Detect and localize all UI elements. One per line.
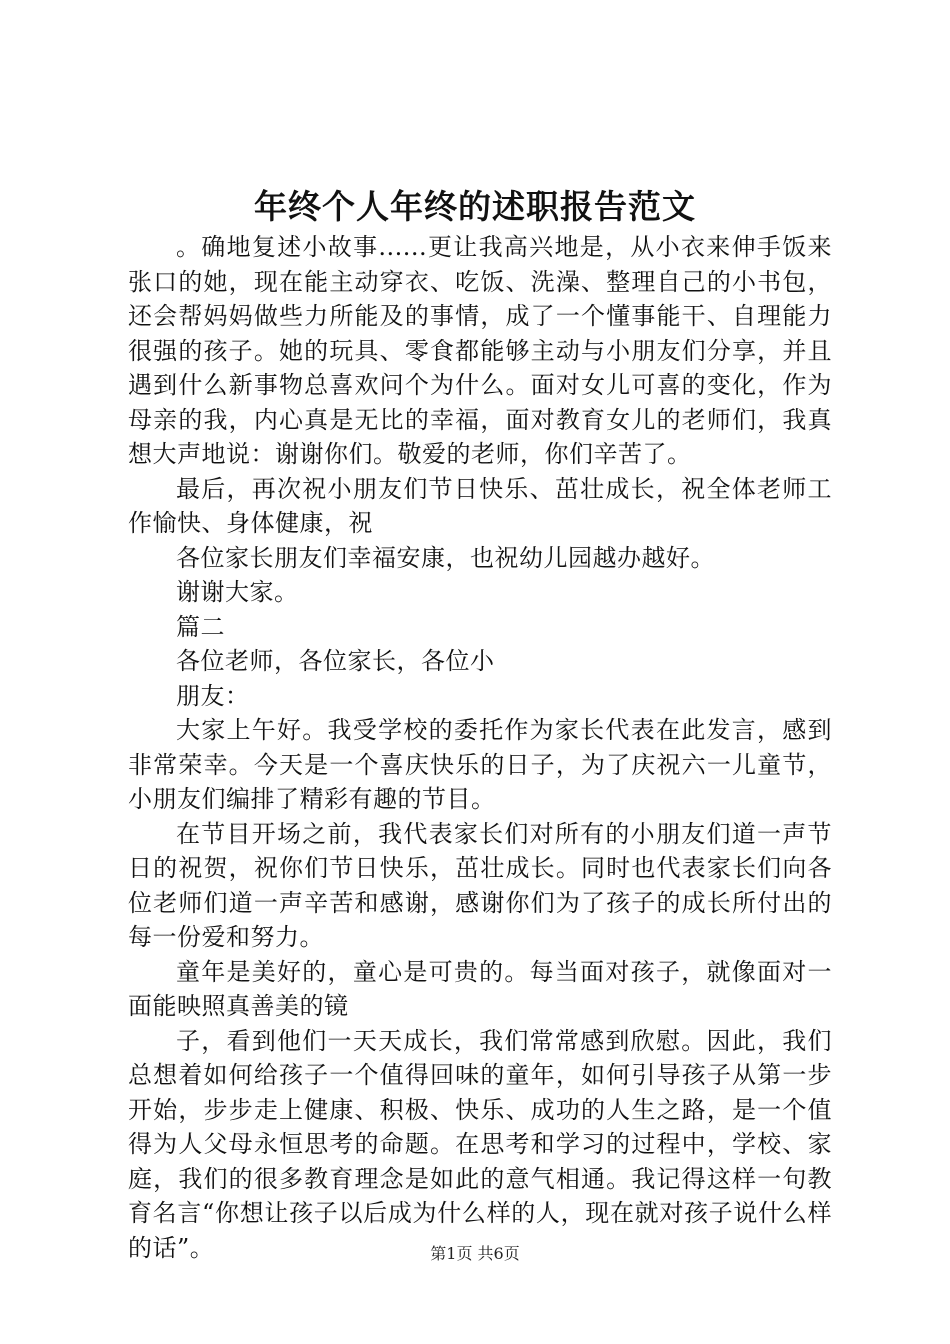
page-number-footer: 第1页 共6页 <box>430 1244 520 1263</box>
paragraph: 子，看到他们一天天成长，我们常常感到欣慰。因此，我们总想着如何给孩子一个值得回味的童年，如何引导孩子从第一步开始，步步走上健康、积极、快乐、成功的人生之路，是一个值得为人父母永恒思考的命题。在思考和学习的过程中，学校、家庭，我们的很多教育理念是如此的意气相通。我记得这样一句教育名言“你想让孩子以后成为什么样的人，现在就对孩子说什么样的话”。 <box>128 1026 832 1262</box>
paragraph: 各位家长朋友们幸福安康，也祝幼儿园越办越好。 <box>176 543 715 572</box>
paragraph: 朋友： <box>176 681 250 710</box>
paragraph: 。确地复述小故事......更让我高兴地是，从小衣来伸手饭来张口的她，现在能主动穿衣、吃饭、洗澡、整理自己的小书包，还会帮妈妈做些力所能及的事情，成了一个懂事能干、自理能力很强的孩子。她的玩具、零食都能够主动与小朋友们分享，并且遇到什么新事物总喜欢问个为什么。面对女儿可喜的变化，作为母亲的我，内心真是无比的幸福，面对教育女儿的老师们，我真想大声地说：谢谢你们。敬爱的老师，你们辛苦了。 <box>128 233 832 468</box>
paragraph: 在节目开场之前，我代表家长们对所有的小朋友们道一声节日的祝贺，祝你们节日快乐，茁壮成长。同时也代表家长们向各位老师们道一声辛苦和感谢，感谢你们为了孩子的成长所付出的每一份爱和努力。 <box>128 819 832 951</box>
section-heading: 篇二 <box>176 612 225 641</box>
document-body <box>128 230 832 1265</box>
document-title: 年终个人年终的述职报告范文 <box>254 187 696 226</box>
paragraph: 谢谢大家。 <box>176 578 299 606</box>
paragraph: 最后，再次祝小朋友们节日快乐、茁壮成长，祝全体老师工作愉快、身体健康，祝 <box>128 474 832 537</box>
paragraph: 大家上午好。我受学校的委托作为家长代表在此发言，感到非常荣幸。今天是一个喜庆快乐的日子，为了庆祝六一儿童节，小朋友们编排了精彩有趣的节目。 <box>128 716 832 813</box>
paragraph: 各位老师，各位家长，各位小 <box>176 647 495 675</box>
paragraph: 童年是美好的，童心是可贵的。每当面对孩子，就像面对一面能映照真善美的镜 <box>128 957 832 1020</box>
